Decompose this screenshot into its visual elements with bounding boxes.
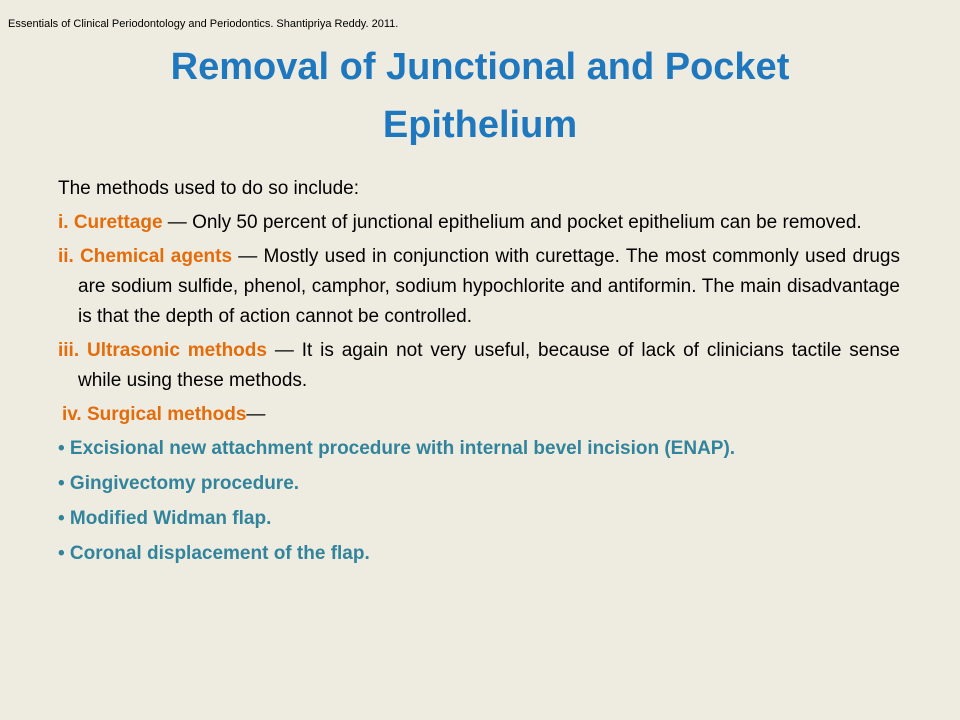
slide-body [58,174,900,574]
surgical-list-item: • Excisional new attachment procedure with internal bevel incision (ENAP). [58,438,736,459]
surgical-list-item: • Gingivectomy procedure. [58,473,300,494]
method-description: — Mostly used in conjunction with curettage. The most commonly used drugs are sodium sulfide, phenol, camphor, sodium hypochlorite and antiformin. The main disadvantage is that the depth of action cannot be controlled. [78,246,900,327]
method-term: iii. Ultrasonic methods [58,340,267,361]
method-curettage [58,208,900,238]
slide-title-line-1: Removal of Junctional and Pocket [170,46,790,88]
method-term: i. Curettage [58,212,163,233]
method-suffix: — [246,404,266,425]
method-ultrasonic [58,336,900,396]
method-description: — Only 50 percent of junctional epithelium and pocket epithelium can be removed. [162,212,862,233]
intro-text: The methods used to do so include: [58,178,360,199]
method-term: ii. Chemical agents [58,246,233,267]
slide-title-line-2: Epithelium [382,104,578,146]
slide-title [0,38,960,154]
method-description: — It is again not very useful, because of lack of clinicians tactile sense while using these methods. [78,340,900,391]
surgical-list-item: • Modified Widman flap. [58,508,272,529]
source-citation: Essentials of Clinical Periodontology and Periodontics. Shantipriya Reddy. 2011. [8,18,399,30]
method-surgical [62,400,900,430]
surgical-list-item: • Coronal displacement of the flap. [58,543,370,564]
method-chemical-agents [58,242,900,332]
method-term: iv. Surgical methods [62,404,247,425]
